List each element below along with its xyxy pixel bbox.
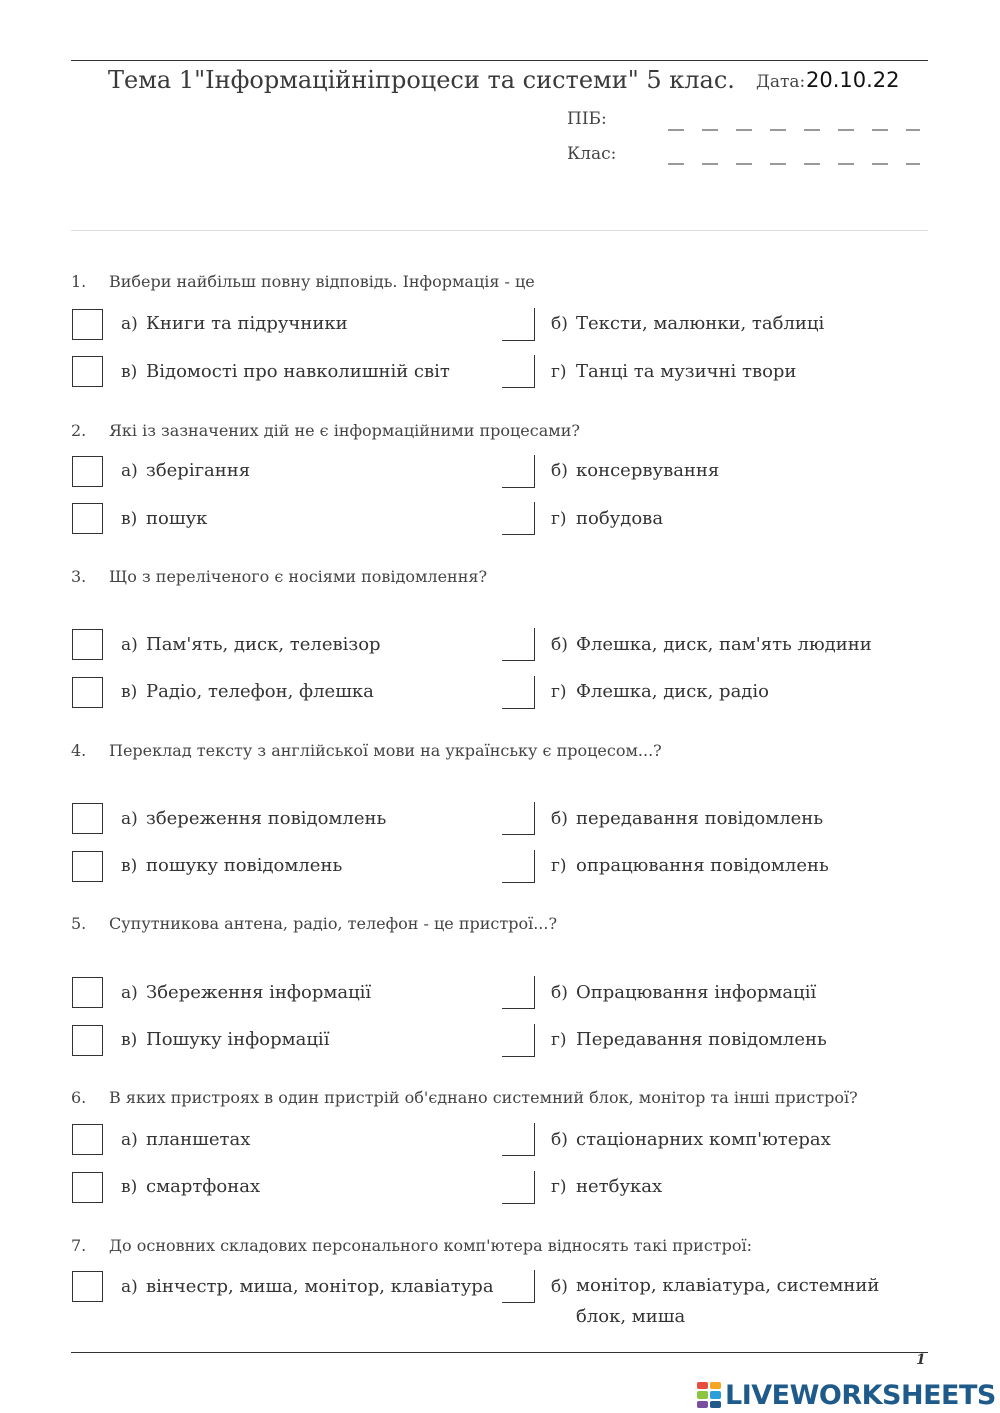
brand-name: LIVEWORKSHEETS (725, 1379, 996, 1411)
option-letter: б) (551, 1130, 568, 1150)
option-letter: а) (121, 461, 138, 481)
option-text: Флешка, диск, пам'ять людини (576, 634, 872, 655)
option-text: побудова (576, 508, 664, 529)
answer-checkbox[interactable] (72, 1271, 103, 1302)
option-text: Книги та підручники (146, 313, 348, 334)
option-text: Танці та музичні твори (576, 361, 797, 382)
option-text: монітор, клавіатура, системний блок, миша (576, 1275, 880, 1327)
name-input-line[interactable] (668, 129, 920, 131)
option-text: Збереження інформації (146, 982, 372, 1003)
option-letter: в) (121, 362, 138, 382)
answer-checkbox[interactable] (502, 676, 535, 709)
answer-checkbox[interactable] (502, 976, 535, 1009)
option-text: пошуку повідомлень (146, 855, 343, 876)
option-text: Пошуку інформації (146, 1029, 330, 1050)
question-number: 5. (71, 914, 87, 933)
option-text: пошук (146, 508, 208, 529)
answer-checkbox[interactable] (502, 1270, 535, 1303)
option-letter: г) (551, 1177, 567, 1197)
option-letter: в) (121, 856, 138, 876)
option-letter: а) (121, 635, 138, 655)
name-label: ПІБ: (567, 109, 607, 129)
answer-checkbox[interactable] (72, 1124, 103, 1155)
question-number: 2. (71, 421, 87, 440)
answer-checkbox[interactable] (502, 850, 535, 883)
option-letter: а) (121, 1130, 138, 1150)
option-text: передавання повідомлень (576, 808, 824, 829)
question-number: 7. (71, 1236, 87, 1255)
option-letter: в) (121, 509, 138, 529)
option-text: опрацювання повідомлень (576, 855, 829, 876)
answer-checkbox[interactable] (502, 628, 535, 661)
answer-checkbox[interactable] (72, 356, 103, 387)
option-letter: в) (121, 682, 138, 702)
date-value: 20.10.22 (806, 68, 900, 92)
option-letter: г) (551, 509, 567, 529)
option-letter: а) (121, 314, 138, 334)
answer-checkbox[interactable] (502, 355, 535, 388)
option-text: Радіо, телефон, флешка (146, 681, 374, 702)
option-letter: б) (551, 314, 568, 334)
header-divider (71, 230, 928, 231)
footer-rule (71, 1352, 928, 1353)
answer-checkbox[interactable] (502, 1123, 535, 1156)
answer-checkbox[interactable] (72, 1025, 103, 1056)
option-letter: б) (551, 809, 568, 829)
option-text: Передавання повідомлень (576, 1029, 827, 1050)
answer-checkbox[interactable] (72, 456, 103, 487)
answer-checkbox[interactable] (72, 503, 103, 534)
answer-checkbox[interactable] (72, 309, 103, 340)
option-letter: б) (551, 983, 568, 1003)
option-letter: в) (121, 1177, 138, 1197)
question-text: Супутникова антена, радіо, телефон - це пристрої...? (109, 914, 558, 933)
class-input-line[interactable] (668, 163, 920, 165)
answer-checkbox[interactable] (502, 802, 535, 835)
option-text: зберігання (146, 460, 251, 481)
answer-checkbox[interactable] (72, 1172, 103, 1203)
page-number: 1 (916, 1352, 926, 1368)
logo-mark-icon (697, 1382, 721, 1408)
question-text: Переклад тексту з англійської мови на українську є процесом...? (109, 741, 662, 760)
answer-checkbox[interactable] (502, 308, 535, 341)
option-text: планшетах (146, 1129, 251, 1150)
option-text: Флешка, диск, радіо (576, 681, 769, 702)
option-text: нетбуках (576, 1176, 663, 1197)
question-number: 1. (71, 272, 87, 291)
option-text: стаціонарних комп'ютерах (576, 1129, 831, 1150)
option-text: смартфонах (146, 1176, 261, 1197)
answer-checkbox[interactable] (72, 851, 103, 882)
option-text: вінчестр, миша, монітор, клавіатура (146, 1276, 494, 1297)
option-letter: а) (121, 983, 138, 1003)
option-letter: б) (551, 461, 568, 481)
question-text: Вибери найбільш повну відповідь. Інформація - це (109, 272, 535, 291)
option-letter: г) (551, 1030, 567, 1050)
answer-checkbox[interactable] (72, 677, 103, 708)
option-text: Опрацювання інформації (576, 982, 817, 1003)
question-text: Що з переліченого є носіями повідомлення? (109, 567, 488, 586)
option-letter: в) (121, 1030, 138, 1050)
liveworksheets-logo[interactable] (697, 1378, 996, 1412)
answer-checkbox[interactable] (72, 629, 103, 660)
option-text: збереження повідомлень (146, 808, 387, 829)
option-letter: б) (551, 635, 568, 655)
answer-checkbox[interactable] (72, 803, 103, 834)
date-label: Дата: (756, 72, 806, 92)
question-number: 6. (71, 1088, 87, 1107)
class-label: Клас: (567, 144, 617, 164)
answer-checkbox[interactable] (502, 1024, 535, 1057)
option-letter: б) (551, 1277, 568, 1297)
option-letter: г) (551, 856, 567, 876)
option-letter: г) (551, 362, 567, 382)
answer-checkbox[interactable] (502, 455, 535, 488)
header-top-rule (71, 60, 928, 61)
option-letter: а) (121, 1277, 138, 1297)
answer-checkbox[interactable] (72, 977, 103, 1008)
answer-checkbox[interactable] (502, 502, 535, 535)
worksheet-title: Тема 1"Інформаційніпроцеси та системи" 5 клас. (108, 66, 735, 94)
question-text: В яких пристроях в один пристрій об'єднано системний блок, монітор та інші пристрої? (109, 1088, 858, 1107)
option-text: Тексти, малюнки, таблиці (576, 313, 825, 334)
option-text: Пам'ять, диск, телевізор (146, 634, 381, 655)
option-text: Відомості про навколишній світ (146, 361, 450, 382)
question-text: До основних складових персонального комп'ютера відносять такі пристрої: (109, 1236, 753, 1255)
option-letter: г) (551, 682, 567, 702)
question-number: 3. (71, 567, 87, 586)
option-text: консервування (576, 460, 720, 481)
option-letter: а) (121, 809, 138, 829)
answer-checkbox[interactable] (502, 1171, 535, 1204)
question-number: 4. (71, 741, 87, 760)
question-text: Які із зазначених дій не є інформаційними процесами? (109, 421, 580, 440)
